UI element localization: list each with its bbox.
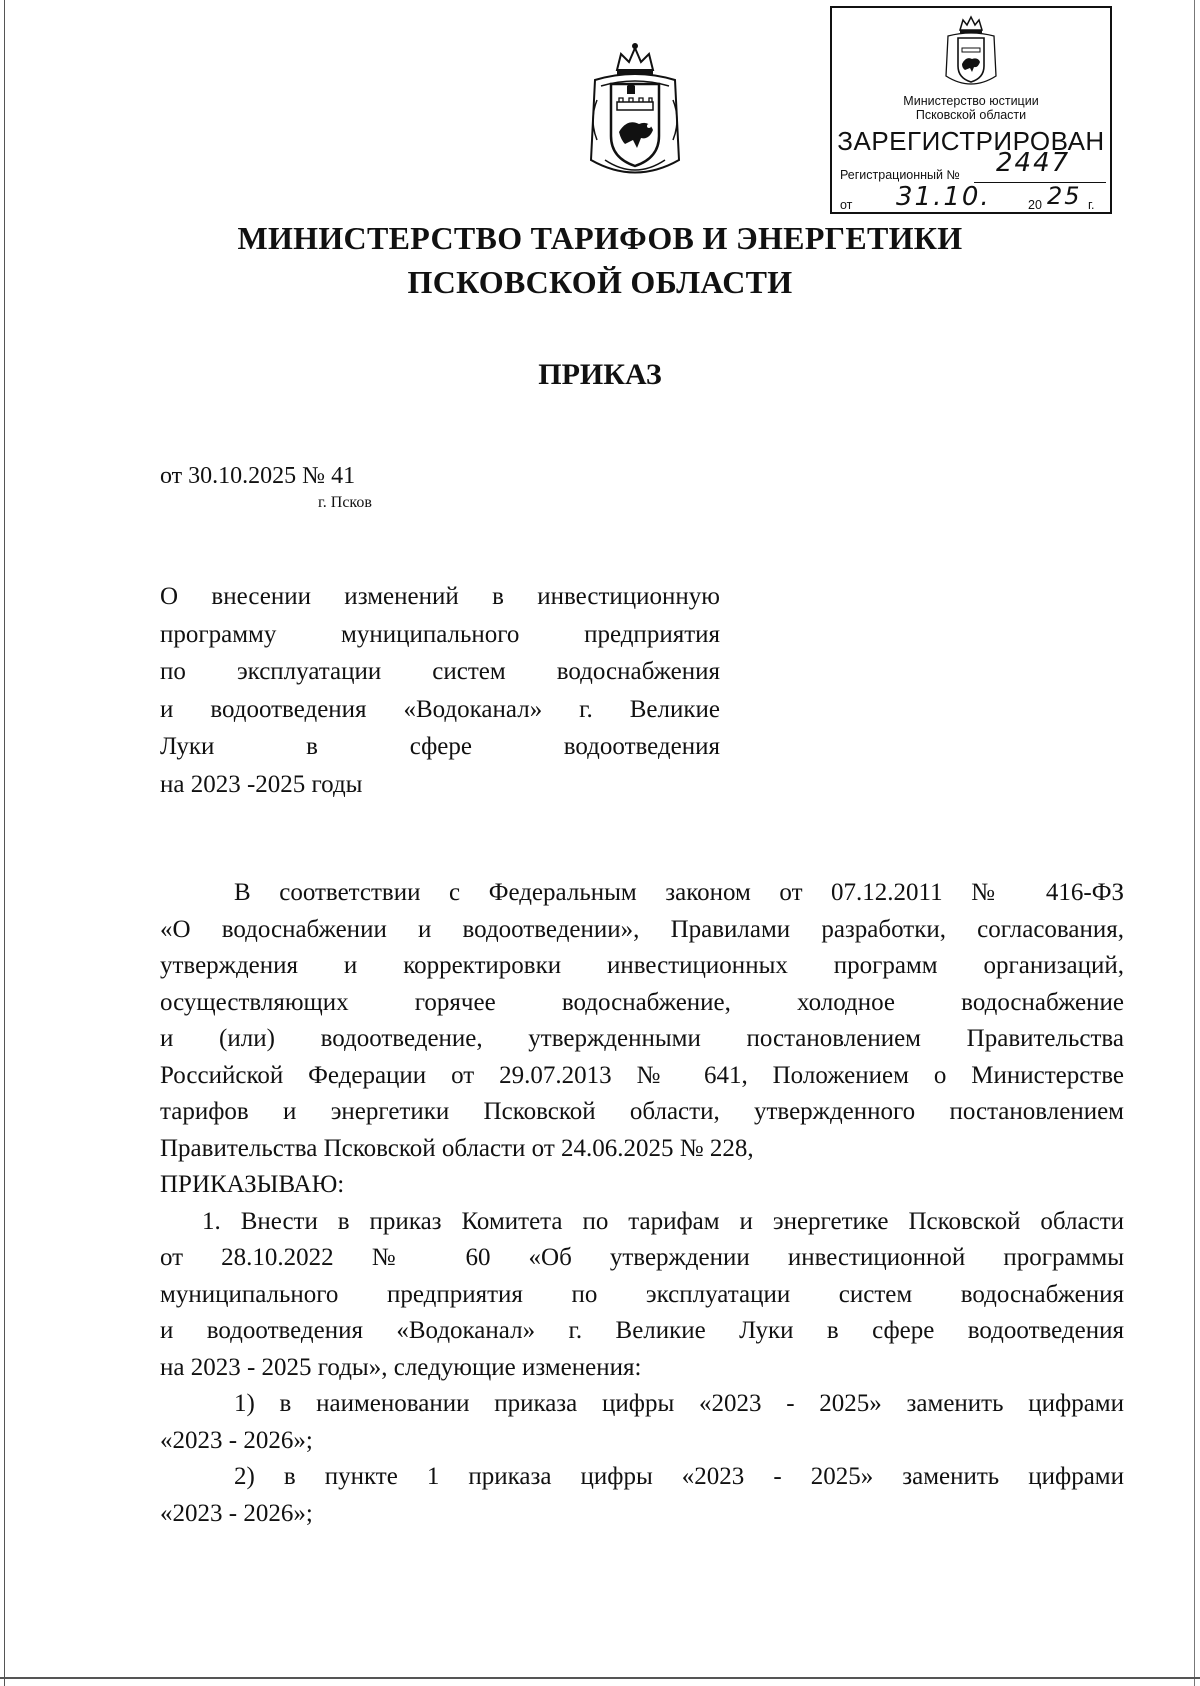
item1-line: от 28.10.2022 № 60 «Об утверждении инвестиционной программы (160, 1244, 1124, 1271)
sub2-line: «2023 - 2026»; (160, 1499, 313, 1527)
preamble-line: тарифов и энергетики Псковской области, утвержденного постановлением (160, 1098, 1124, 1125)
preamble-line: Правительства Псковской области от 24.06.2025 № 228, (160, 1134, 754, 1162)
preamble-line: В соответствии с Федеральным законом от 07.12.2011 № 416-ФЗ (234, 879, 1124, 906)
preamble-line: осуществляющих горячее водоснабжение, холодное водоснабжение (160, 988, 1124, 1016)
item1-line: 1. Внести в приказ Комитета по тарифам и энергетике Псковской области (202, 1207, 1124, 1235)
sub2-line: 2) в пункте 1 приказа цифры «2023 - 2025» заменить цифрами (234, 1463, 1124, 1490)
coat-of-arms-icon (575, 40, 695, 185)
preamble-line: «О водоснабжении и водоотведении», Правилами разработки, согласования, (160, 915, 1124, 943)
scan-edge-bottom (0, 1677, 1200, 1679)
stamp-org-line2: Псковской области (915, 108, 1027, 122)
stamp-date-prefix: от (840, 198, 853, 212)
order-date-number: от 30.10.2025 № 41 (160, 463, 356, 489)
stamp-date-value: 31.10. (896, 182, 991, 212)
stamp-coat-of-arms-icon (940, 14, 1002, 92)
stamp-year-suffix: 25 (1047, 182, 1082, 210)
item1-line: муниципального предприятия по эксплуатации систем водоснабжения (160, 1280, 1124, 1308)
ministry-title-line2: ПСКОВСКОЙ ОБЛАСТИ (407, 264, 793, 300)
registration-stamp (830, 6, 1112, 214)
order-word: ПРИКАЗЫВАЮ: (160, 1171, 345, 1198)
stamp-reg-underline (974, 182, 1106, 183)
preamble-line: и (или) водоотведение, утвержденными постановлением Правительства (160, 1025, 1124, 1052)
subject-line: Луки в сфере водоотведения (160, 733, 720, 760)
preamble-line: Российской Федерации от 29.07.2013 № 641, Положением о Министерстве (160, 1061, 1124, 1089)
stamp-date-underline (862, 212, 1020, 213)
stamp-year-underline (1046, 212, 1086, 213)
item1-line: и водоотведения «Водоканал» г. Великие Луки в сфере водоотведения (160, 1317, 1124, 1344)
stamp-status: ЗАРЕГИСТРИРОВАН (837, 126, 1105, 156)
stamp-reg-number: 2447 (996, 148, 1071, 178)
document-type-title: ПРИКАЗ (538, 358, 662, 391)
subject-line: и водоотведения «Водоканал» г. Великие (160, 695, 720, 723)
order-city: г. Псков (318, 494, 372, 511)
order-body (160, 875, 1124, 1532)
stamp-year-prefix: 20 (1028, 198, 1042, 212)
sub1-line: 1) в наименовании приказа цифры «2023 - 2025» заменить цифрами (234, 1390, 1124, 1417)
stamp-org-line1: Министерство юстиции (903, 94, 1039, 108)
preamble-line: утверждения и корректировки инвестиционных программ организаций, (160, 952, 1124, 979)
subject-line: О внесении изменений в инвестиционную (160, 583, 720, 610)
stamp-reg-label: Регистрационный № (840, 168, 960, 182)
subject-line: по эксплуатации систем водоснабжения (160, 658, 720, 685)
sub1-line: «2023 - 2026»; (160, 1426, 313, 1454)
ministry-title-line1: МИНИСТЕРСТВО ТАРИФОВ И ЭНЕРГЕТИКИ (237, 220, 963, 256)
subject-line: программу муниципального предприятия (160, 620, 720, 648)
item1-line: на 2023 - 2025 годы», следующие изменения: (160, 1353, 642, 1381)
order-subject (160, 578, 720, 803)
subject-line: на 2023 -2025 годы (160, 770, 363, 798)
stamp-year-end: г. (1088, 198, 1095, 212)
